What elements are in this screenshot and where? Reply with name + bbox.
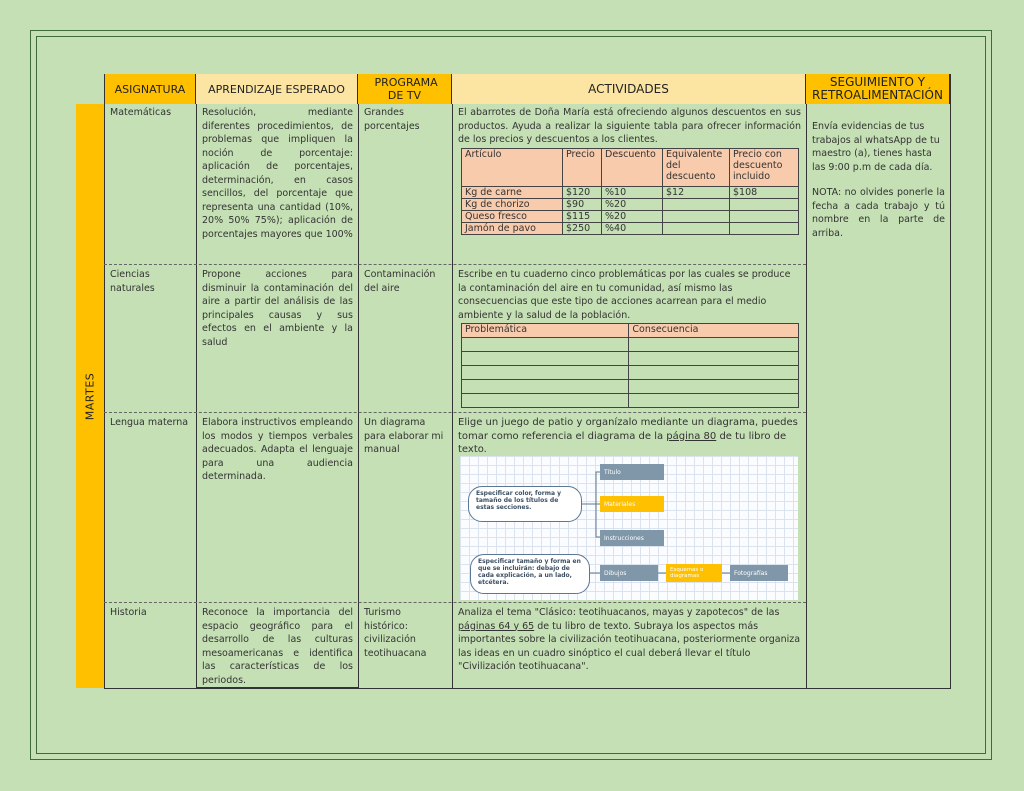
- table-cell: [663, 223, 730, 235]
- grid-line: [104, 104, 105, 688]
- link-paginas-64-65: páginas 64 y 65: [458, 620, 535, 632]
- table-cell: Kg de chorizo: [462, 199, 563, 211]
- table-cell: [629, 394, 799, 408]
- diagram-materiales: Materiales: [600, 496, 664, 512]
- header-programa: PROGRAMA DE TV: [358, 74, 452, 104]
- diagram-nota-tamano: Especificar tamaño y forma en que se incluirán: debajo de cada explicación, a un lado, etcétera.: [470, 554, 590, 594]
- actividad-lengua-text: Elige un juego de patio y organízalo mediante un diagrama, puedes tomar como referencia el diagrama de la: [458, 417, 798, 442]
- actividad-historia-text: Analiza el tema "Clásico: teotihuacanos, mayas y zapotecos" de las: [458, 607, 780, 618]
- subject-matematicas: Matemáticas: [110, 107, 172, 118]
- diagram-instrucciones: Instrucciones: [600, 530, 664, 546]
- programa-ciencias: Contaminación del aire: [364, 269, 436, 294]
- th-problematica: Problemática: [462, 324, 629, 338]
- table-cell: [730, 223, 799, 235]
- table-cell: [629, 338, 799, 352]
- table-cell: [462, 366, 629, 380]
- table-row: [462, 199, 799, 211]
- aprendizaje-ciencias: Propone acciones para disminuir la contaminación del aire a partir del análisis de las principales causas y sus efectos en el ambiente y la salud: [202, 269, 353, 348]
- table-cell: $250: [563, 223, 602, 235]
- table-cell: [629, 352, 799, 366]
- diagram-dibujos: Dibujos: [600, 565, 658, 581]
- header-seguimiento: SEGUIMIENTO Y RETROALIMENTACIÓN: [806, 74, 950, 104]
- header-asignatura: ASIGNATURA: [104, 74, 196, 104]
- actividad-historia: [452, 604, 806, 674]
- actividad-lengua: [452, 414, 806, 457]
- table-cell: $90: [563, 199, 602, 211]
- table-row: [462, 338, 799, 352]
- subject-historia: Historia: [110, 607, 147, 618]
- table-cell: %40: [602, 223, 663, 235]
- seguimiento-nota: NOTA: no olvides ponerle la fecha a cada trabajo y tú nombre en la parte de arriba.: [812, 187, 945, 239]
- diagram-titulo: Título: [600, 464, 664, 480]
- actividad-matematicas: El abarrotes de Doña María está ofreciendo algunos descuentos en sus productos. Ayuda a realizar la siguiente tabla para ofrecer información de los precios y descuentos a los clientes.: [458, 107, 801, 145]
- table-cell: Jamón de pavo: [462, 223, 563, 235]
- th-articulo: Artículo: [462, 149, 563, 187]
- table-cell: [663, 199, 730, 211]
- th-descuento: Descuento: [602, 149, 663, 187]
- table-cell: $108: [730, 187, 799, 199]
- programa-matematicas: Grandes porcentajes: [364, 107, 420, 132]
- table-cell: $12: [663, 187, 730, 199]
- diagrama-manual: [460, 456, 798, 600]
- grid-line: [950, 74, 951, 688]
- actividad-ciencias: Escribe en tu cuaderno cinco problemáticas por las cuales se produce la contaminación del aire en tu comunidad, así mismo las consecuencias que este tipo de acciones acarrean para el medio ambiente y la salud de la población.: [458, 269, 791, 321]
- link-pagina-80: página 80: [666, 430, 717, 442]
- header-actividades: ACTIVIDADES: [452, 74, 806, 104]
- programa-lengua: Un diagrama para elaborar mi manual: [364, 417, 444, 455]
- header-aprendizaje: APRENDIZAJE ESPERADO: [196, 74, 358, 104]
- table-cell: %20: [602, 199, 663, 211]
- table-row: [462, 187, 799, 199]
- row-divider: [104, 412, 806, 413]
- table-cell: %20: [602, 211, 663, 223]
- table-cell: [462, 338, 629, 352]
- aprendizaje-matematicas: Resolución, mediante diferentes procedimientos, de problemas que impliquen la noción de porcentaje: aplicación de porcentajes, determinación, en casos sencillos, del porcentaje que representa una cantidad (10%, 20% 50% 75%); aplicación de porcentajes mayores que 100%: [202, 107, 353, 240]
- tabla-problematicas: [461, 323, 799, 408]
- grid-line: [358, 104, 359, 688]
- seguimiento-text: [806, 118, 950, 240]
- th-consecuencia: Consecuencia: [629, 324, 799, 338]
- table-cell: [462, 394, 629, 408]
- aprendizaje-historia: Reconoce la importancia del espacio geográfico para el desarrollo de las culturas mesoamericanas e identifica las características de los periodos.: [202, 607, 353, 686]
- th-equivalente: Equivalente del descuento: [663, 149, 730, 187]
- day-label: MARTES: [83, 372, 97, 420]
- actividad-historia-text-end: de tu libro de texto. Subraya los aspectos más importantes sobre la civilización teotihuacana, posteriormente organiza las ideas en un cuadro sinóptico el cual deberá llevar el título "Civilización teotihuacana".: [458, 620, 801, 672]
- grid-line: [196, 687, 359, 689]
- table-row: [462, 211, 799, 223]
- table-cell: [629, 366, 799, 380]
- diagram-fotografias: Fotografías: [730, 565, 788, 581]
- table-row: [462, 366, 799, 380]
- seguimiento-evidencias: Envía evidencias de tus trabajos al whatsApp de tu maestro (a), tienes hasta las 9:00 p.m de cada día.: [812, 121, 940, 173]
- table-cell: Kg de carne: [462, 187, 563, 199]
- subject-lengua: Lengua materna: [110, 417, 189, 428]
- table-cell: [663, 211, 730, 223]
- aprendizaje-lengua: Elabora instructivos empleando los modos y tiempos verbales adecuados. Adapta el lenguaje para una audiencia determinada.: [202, 417, 353, 482]
- table-cell: %10: [602, 187, 663, 199]
- table-row: [462, 223, 799, 235]
- table-cell: [462, 380, 629, 394]
- row-divider: [104, 264, 806, 265]
- diagram-nota-color: Especificar color, forma y tamaño de los títulos de estas secciones.: [468, 486, 582, 522]
- table-cell: $115: [563, 211, 602, 223]
- diagram-esquemas: Esquemas o diagramas: [666, 564, 722, 582]
- table-row: [462, 352, 799, 366]
- actividad-lengua-text-end: de tu libro de texto.: [458, 430, 787, 455]
- table-cell: [730, 199, 799, 211]
- table-cell: [462, 352, 629, 366]
- th-precio: Precio: [563, 149, 602, 187]
- th-precio-incluido: Precio con descuento incluido: [730, 149, 799, 187]
- subject-ciencias: Ciencias naturales: [110, 269, 155, 294]
- table-row: [462, 394, 799, 408]
- table-cell: $120: [563, 187, 602, 199]
- row-divider: [104, 602, 806, 603]
- table-cell: [629, 380, 799, 394]
- table-cell: [730, 211, 799, 223]
- tabla-descuentos: [461, 148, 799, 235]
- programa-historia: Turismo histórico: civilización teotihuacana: [364, 607, 427, 659]
- table-cell: Queso fresco: [462, 211, 563, 223]
- table-row: [462, 380, 799, 394]
- grid-line: [452, 104, 453, 688]
